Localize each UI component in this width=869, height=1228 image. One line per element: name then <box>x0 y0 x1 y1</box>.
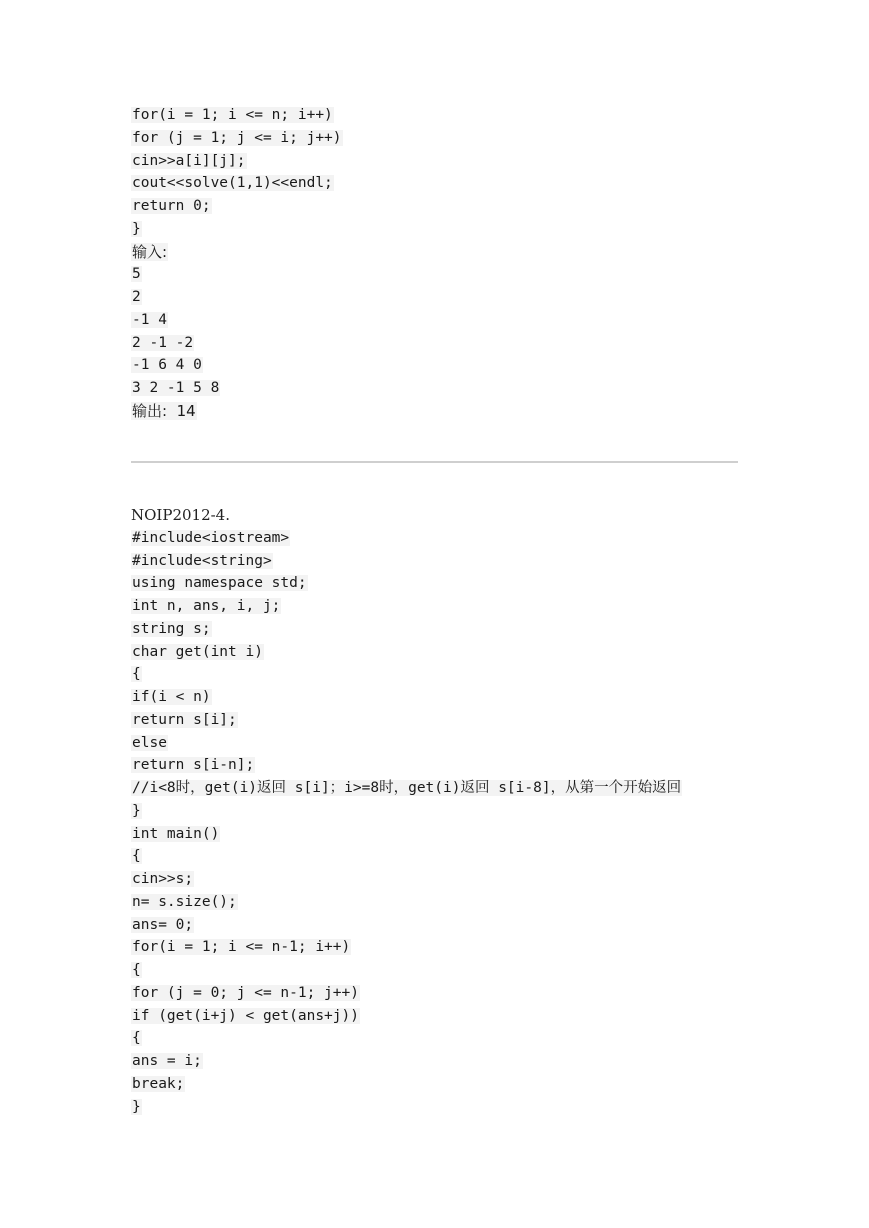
code-text: return s[i]; <box>132 711 237 728</box>
code-text: for(i = 1; i <= n; i++) <box>132 107 333 123</box>
code-text: int n, ans, i, j; <box>132 598 281 614</box>
input-line <box>131 263 343 286</box>
section-title: NOIP2012-4. <box>131 506 230 524</box>
bottom-code-block <box>131 504 682 1118</box>
code-line <box>131 218 343 241</box>
code-line <box>131 891 682 914</box>
input-value: 5 <box>132 266 141 283</box>
input-line <box>131 309 343 332</box>
code-text: string s; <box>132 620 211 637</box>
code-line <box>131 1005 682 1028</box>
code-line <box>131 618 682 641</box>
input-value: 3 2 -1 5 8 <box>132 380 220 396</box>
code-text: cout<<solve(1,1)<<endl; <box>132 175 333 192</box>
code-line <box>131 868 682 891</box>
code-line <box>131 595 682 618</box>
code-text: char get(int i) <box>132 643 263 660</box>
horizontal-divider <box>131 461 738 463</box>
top-code-block <box>131 104 343 423</box>
code-line <box>131 1073 682 1096</box>
code-text: { <box>132 666 141 683</box>
code-line <box>131 150 343 173</box>
input-line <box>131 286 343 309</box>
code-text: } <box>132 802 141 819</box>
code-line <box>131 550 682 573</box>
code-text: n= s.size(); <box>132 893 237 910</box>
input-line <box>131 377 343 400</box>
code-line <box>131 1050 682 1073</box>
code-line <box>131 823 682 846</box>
code-line <box>131 936 682 959</box>
code-text: } <box>132 220 141 237</box>
code-line <box>131 172 343 195</box>
input-line <box>131 332 343 355</box>
code-text: { <box>132 962 141 978</box>
code-text: { <box>132 1030 141 1047</box>
code-line <box>131 127 343 150</box>
code-text: for(i = 1; i <= n-1; i++) <box>132 939 351 956</box>
code-text: cin>>a[i][j]; <box>132 152 246 169</box>
code-text: ans= 0; <box>132 916 194 933</box>
code-comment: //i<8时，get(i)返回 s[i]；i>=8时，get(i)返回 s[i-8]，从第一个开始返回 <box>132 780 682 796</box>
code-line <box>131 195 343 218</box>
output-value: 输出: 14 <box>132 401 196 420</box>
code-text: else <box>132 734 167 751</box>
code-line <box>131 709 682 732</box>
input-value: -1 4 <box>132 311 167 328</box>
code-line <box>131 982 682 1005</box>
code-line <box>131 572 682 595</box>
code-text: } <box>132 1098 141 1115</box>
code-text: break; <box>132 1075 185 1092</box>
code-line <box>131 845 682 868</box>
code-line <box>131 914 682 937</box>
code-text: return 0; <box>132 198 211 214</box>
input-value: 2 -1 -2 <box>132 334 194 351</box>
code-text: using namespace std; <box>132 575 307 592</box>
code-text: int main() <box>132 825 220 842</box>
code-text: if (get(i+j) < get(ans+j)) <box>132 1007 359 1024</box>
code-line <box>131 800 682 823</box>
code-text: cin>>s; <box>132 871 194 887</box>
code-line <box>131 959 682 982</box>
code-text: for (j = 0; j <= n-1; j++) <box>132 984 359 1001</box>
code-text: #include<string> <box>132 552 272 569</box>
input-line <box>131 354 343 377</box>
input-label-line <box>131 241 343 264</box>
code-text: return s[i-n]; <box>132 757 255 774</box>
code-comment-line <box>131 777 682 800</box>
output-line <box>131 400 343 423</box>
code-line <box>131 1096 682 1119</box>
input-value: 2 <box>132 289 141 305</box>
code-line <box>131 641 682 664</box>
code-text: #include<iostream> <box>132 529 290 546</box>
code-line <box>131 732 682 755</box>
code-line <box>131 686 682 709</box>
code-line <box>131 104 343 127</box>
input-label: 输入: <box>132 242 168 261</box>
code-line <box>131 663 682 686</box>
code-text: { <box>132 848 141 865</box>
code-text: ans = i; <box>132 1053 202 1069</box>
input-value: -1 6 4 0 <box>132 357 202 374</box>
code-line <box>131 754 682 777</box>
code-text: if(i < n) <box>132 689 211 705</box>
code-line <box>131 1027 682 1050</box>
code-text: for (j = 1; j <= i; j++) <box>132 129 342 146</box>
code-line <box>131 527 682 550</box>
